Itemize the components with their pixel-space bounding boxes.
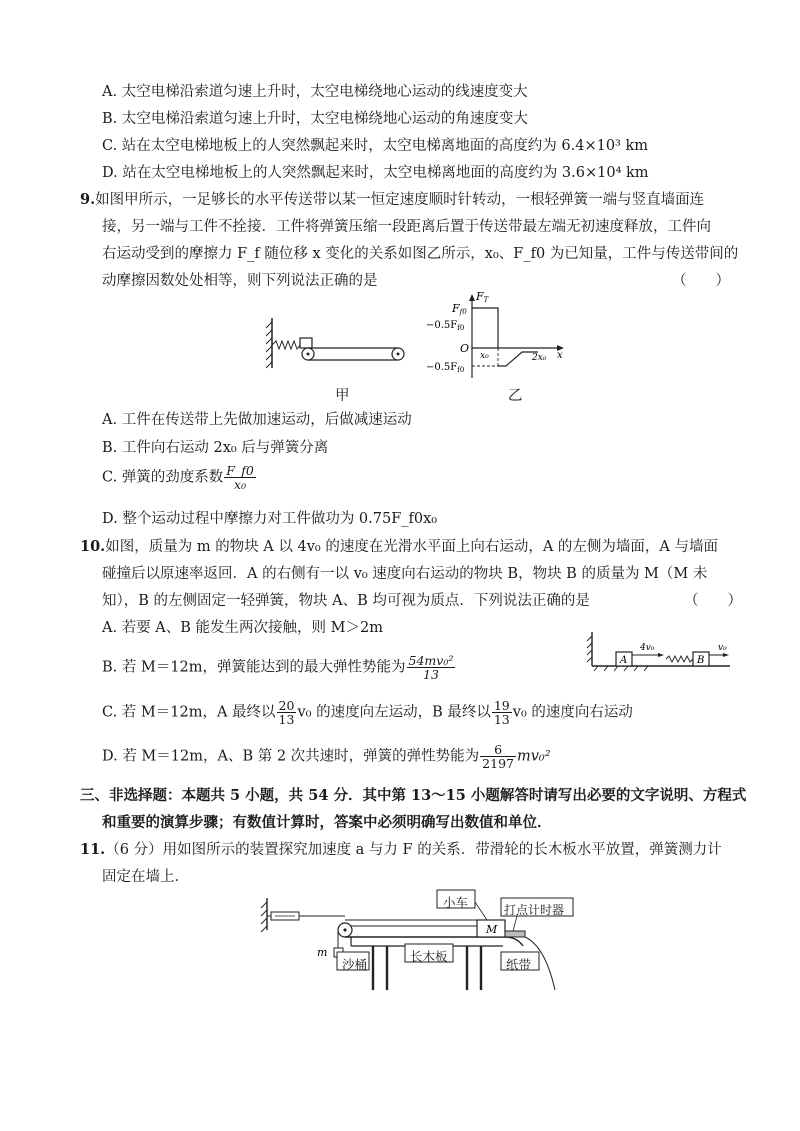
q10-option-b-fraction: $\frac{\text{54mv₀²}}{13}$ [408,653,454,683]
q10-option-a: A. 若要 A、B 能发生两次接触，则 M＞2m [102,620,383,636]
q11-board-label: 长木板 [410,949,448,964]
q9-figure-yi-label: 乙 [508,388,523,404]
q9-stem-line1: 9.如图甲所示，一足够长的水平传送带以某一恒定速度顺时针转动，一根轻弹簧一端与竖直墙面连 [80,191,705,208]
graph-ft-label: FT [476,290,489,304]
q11-m-label: m [317,946,328,959]
spring [272,341,300,349]
graph-neg-half-bottom-label: $-0.5F_{f0}$ [426,362,465,374]
q10-velocity-a-label: 4v₀ [640,643,655,653]
q8-option-a: A. 太空电梯沿索道匀速上升时，太空电梯绕地心运动的线速度变大 [102,84,528,100]
q9-option-b: B. 工件向右运动 2x₀ 后与弹簧分离 [102,440,329,456]
q10-option-c-fraction-2: $\frac{19}{13}$ [493,698,510,728]
q10-answer-bracket: （ ） [684,593,742,609]
q10-option-b: B. 若 M＝12m，弹簧能达到的最大弹性势能为 $\frac{\text{54mv₀²}}{13}$ [102,653,454,683]
q11-number: 11. [80,841,106,858]
q9-figure-jia [262,312,422,378]
q10-spring [666,656,693,662]
q8-option-b: B. 太空电梯沿索道匀速上升时，太空电梯绕地心运动的角速度变大 [102,111,528,127]
q11-sand-bucket-label: 沙桶 [342,957,368,972]
q10-option-c: C. 若 M＝12m，A 最终以 $\frac{20}{13}$ v₀ 的速度向左运动，B 最终以 $\frac{19}{13}$ v₀ 的速度向右运动 [102,698,633,728]
q10-stem-line2: 碰撞后以原速率返回．A 的右侧有一以 v₀ 速度向右运动的物块 B，物块 B 的质量为 M（M 未 [102,566,708,582]
graph-neg-half-top-label: $-0.5F_{f0}$ [426,320,465,332]
q9-stem-line2: 接，另一端与工件不拴接．工件将弹簧压缩一段距离后置于传送带最左端无初速度释放，工件向 [102,219,711,235]
q9-option-c-fraction: $\frac{F\_f0}{\text{x₀}}$ [226,463,254,493]
friction-segment-1 [472,308,498,348]
q11-cart-label: 小车 [443,895,469,910]
q10-block-b-label: B [697,655,705,666]
section3-heading-line1: 三、非选择题：本题共 5 小题，共 54 分．其中第 13～15 小题解答时请写出必要的文字说明、方程式 [80,787,747,804]
q11-tape-label: 纸带 [506,957,532,972]
q9-figure-yi-graph [426,286,570,386]
q11-stem-line1: 11.（6 分）用如图所示的装置探究加速度 a 与力 F 的关系．带滑轮的长木板水平放置，弹簧测力计 [80,841,722,858]
timer-device [505,931,525,937]
q9-figure-jia-label: 甲 [335,388,350,404]
q9-stem-line3: 右运动受到的摩擦力 F_f 随位移 x 变化的关系如图乙所示，x₀、F_f0 为已知量，工件与传送带间的 [102,246,739,262]
q10-figure [584,628,734,674]
graph-ff0-label: Ff0 [452,302,467,316]
graph-origin-label: O [460,342,470,355]
q9-stem-line4: 动摩擦因数处处相等，则下列说法正确的是 [102,273,378,289]
q11-timer-label: 打点计时器 [504,903,565,917]
graph-2x0-label: 2x₀ [532,353,547,363]
q10-option-d: D. 若 M＝12m，A、B 第 2 次共速时，弹簧的弹性势能为 $\frac{6}{2197}$ mv₀² [102,742,551,772]
q10-number: 10. [80,538,106,555]
q9-option-a: A. 工件在传送带上先做加速运动，后做减速运动 [102,412,412,428]
q11-cart-m-label: M [486,923,498,936]
graph-x-axis-label: x [557,350,563,361]
workpiece [300,338,312,348]
q10-velocity-b-label: v₀ [718,643,727,653]
q9-option-c: C. 弹簧的劲度系数 $\frac{F\_f0}{\text{x₀}}$ [102,463,254,493]
graph-x0-label: x₀ [480,351,489,361]
q9-number: 9. [80,191,96,208]
q9-option-d: D. 整个运动过程中摩擦力对工件做功为 0.75F_f0x₀ [102,511,438,527]
q9-answer-bracket: （ ） [672,273,730,289]
q10-option-d-fraction: $\frac{6}{2197}$ [482,742,514,772]
q11-stem-line2: 固定在墙上． [102,869,189,885]
q10-stem-line1: 10.如图，质量为 m 的物块 A 以 4v₀ 的速度在光滑水平面上向右运动，A 的左侧为墙面，A 与墙面 [80,538,718,555]
q10-block-a-label: A [620,655,628,666]
wall-hatch [266,322,272,368]
section3-heading-line2: 和重要的演算步骤；有数值计算时，答案中必须明确写出数值和单位． [102,814,552,831]
q8-option-d: D. 站在太空电梯地板上的人突然飘起来时，太空电梯离地面的高度约为 3.6×10⁴ km [102,165,649,181]
q10-stem-line3: 知），B 的左侧固定一轻弹簧，物块 A、B 均可视为质点．下列说法正确的是 [102,593,590,609]
q10-option-c-fraction-1: $\frac{20}{13}$ [278,698,295,728]
q8-option-c: C. 站在太空电梯地板上的人突然飘起来时，太空电梯离地面的高度约为 6.4×10³ km [102,138,649,154]
